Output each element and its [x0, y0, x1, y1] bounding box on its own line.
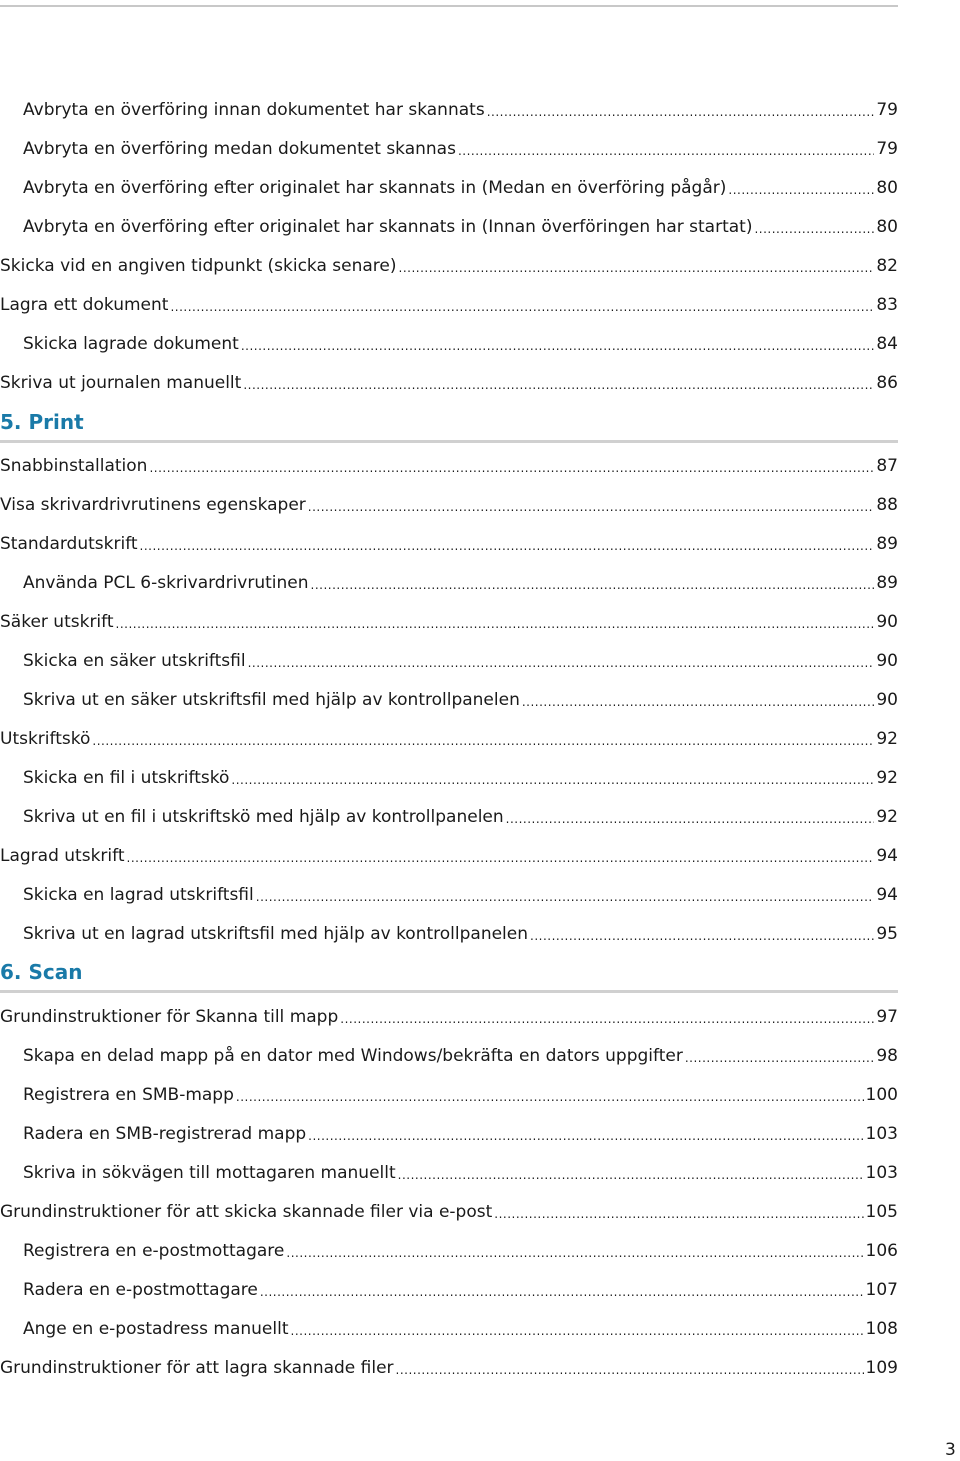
toc-entry-title: Avbryta en överföring innan dokumentet har skannats	[23, 100, 485, 120]
toc-entry-title: Använda PCL 6-skrivardrivrutinen	[23, 573, 309, 593]
toc-entry[interactable]	[0, 646, 898, 676]
toc-entry[interactable]	[0, 1080, 898, 1110]
dot-leader	[256, 881, 875, 912]
toc-entry-page: 84	[876, 334, 898, 354]
toc-entry-page: 100	[865, 1085, 898, 1105]
toc-entry[interactable]	[0, 802, 898, 832]
toc-entry[interactable]	[0, 1314, 898, 1344]
toc-entry-page: 95	[876, 924, 898, 944]
toc-entry[interactable]	[0, 95, 898, 125]
dot-leader	[116, 608, 875, 639]
dot-leader	[754, 213, 874, 244]
toc-entry-page: 79	[876, 100, 898, 120]
toc-entry-title: Radera en e-postmottagare	[23, 1280, 258, 1300]
toc-entry-title: Standardutskrift	[0, 534, 138, 554]
chapter-divider	[0, 990, 898, 993]
top-rule	[0, 5, 898, 7]
toc-entry[interactable]	[0, 1041, 898, 1071]
toc-entry-title: Skicka en säker utskriftsfil	[23, 651, 246, 671]
chapter-heading[interactable]	[0, 407, 898, 443]
toc-entry[interactable]	[0, 841, 898, 871]
dot-leader	[291, 1315, 864, 1346]
dot-leader	[522, 686, 875, 717]
toc-entry-page: 82	[876, 256, 898, 276]
toc-entry[interactable]	[0, 134, 898, 164]
toc-entry[interactable]	[0, 490, 898, 520]
toc-entry[interactable]	[0, 368, 898, 398]
toc-entry-page: 103	[865, 1163, 898, 1183]
toc-entry-title: Skicka en lagrad utskriftsfil	[23, 885, 254, 905]
dot-leader	[487, 96, 875, 127]
toc-entry-page: 98	[876, 1046, 898, 1066]
chapter-title: 5. Print	[0, 410, 84, 434]
dot-leader	[340, 1003, 874, 1034]
dot-leader	[243, 369, 874, 400]
toc-entry-page: 97	[876, 1007, 898, 1027]
toc-entry[interactable]	[0, 1275, 898, 1305]
dot-leader	[530, 920, 874, 951]
dot-leader	[286, 1237, 863, 1268]
dot-leader	[399, 252, 875, 283]
toc-entry-title: Skriva ut journalen manuellt	[0, 373, 242, 393]
toc-entry-title: Grundinstruktioner för Skanna till mapp	[0, 1007, 339, 1027]
dot-leader	[398, 1159, 864, 1190]
toc-entry-title: Avbryta en överföring efter originalet har skannats in (Medan en överföring pågår)	[23, 178, 727, 198]
toc-entry-page: 83	[876, 295, 898, 315]
toc-entry-title: Skicka en fil i utskriftskö	[23, 768, 230, 788]
toc-entry-page: 106	[865, 1241, 898, 1261]
toc-entry[interactable]	[0, 607, 898, 637]
toc-entry-title: Skicka vid en angiven tidpunkt (skicka senare)	[0, 256, 397, 276]
toc-entry[interactable]	[0, 451, 898, 481]
toc-entry-title: Grundinstruktioner för att lagra skannade filer	[0, 1358, 394, 1378]
page-number: 3	[945, 1440, 956, 1460]
dot-leader	[494, 1198, 863, 1229]
toc-entry-page: 94	[876, 846, 898, 866]
toc-entry[interactable]	[0, 1158, 898, 1188]
toc-entry[interactable]	[0, 763, 898, 793]
toc-entry[interactable]	[0, 290, 898, 320]
toc-entry-page: 90	[876, 612, 898, 632]
toc-entry-page: 90	[876, 651, 898, 671]
toc-entry-page: 90	[876, 690, 898, 710]
toc-entry-title: Radera en SMB-registrerad mapp	[23, 1124, 307, 1144]
toc-entry-page: 88	[876, 495, 898, 515]
toc-entry-title: Skriva in sökvägen till mottagaren manuellt	[23, 1163, 396, 1183]
toc-entry[interactable]	[0, 724, 898, 754]
toc-entry[interactable]	[0, 251, 898, 281]
toc-entry-title: Avbryta en överföring efter originalet har skannats in (Innan överföringen har startat)	[23, 217, 753, 237]
toc-entry[interactable]	[0, 1353, 898, 1383]
chapter-title: 6. Scan	[0, 960, 83, 984]
toc-entry-page: 80	[876, 217, 898, 237]
toc-entry-title: Säker utskrift	[0, 612, 114, 632]
toc-entry-page: 89	[876, 534, 898, 554]
toc-entry[interactable]	[0, 1002, 898, 1032]
toc-entry[interactable]	[0, 529, 898, 559]
toc-entry-page: 89	[876, 573, 898, 593]
dot-leader	[149, 452, 874, 483]
toc-entry[interactable]	[0, 1119, 898, 1149]
toc-entry-page: 103	[865, 1124, 898, 1144]
toc-entry-title: Skicka lagrade dokument	[23, 334, 239, 354]
toc-entry-page: 86	[876, 373, 898, 393]
toc-entry-title: Utskriftskö	[0, 729, 91, 749]
toc-entry-title: Skapa en delad mapp på en dator med Windows/bekräfta en dators uppgifter	[23, 1046, 683, 1066]
dot-leader	[241, 330, 875, 361]
dot-leader	[311, 569, 875, 600]
toc-entry-title: Skriva ut en säker utskriftsfil med hjälp av kontrollpanelen	[23, 690, 520, 710]
dot-leader	[170, 291, 874, 322]
toc-entry-page: 109	[865, 1358, 898, 1378]
toc-entry-page: 92	[876, 807, 898, 827]
dot-leader	[260, 1276, 864, 1307]
toc-entry-title: Skriva ut en fil i utskriftskö med hjälp av kontrollpanelen	[23, 807, 504, 827]
dot-leader	[308, 1120, 863, 1151]
toc-entry-page: 92	[876, 768, 898, 788]
dot-leader	[396, 1354, 864, 1385]
toc-entry-page: 105	[865, 1202, 898, 1222]
toc-entry-page: 79	[876, 139, 898, 159]
toc-entry[interactable]	[0, 685, 898, 715]
dot-leader	[685, 1042, 875, 1073]
toc-entry[interactable]	[0, 173, 898, 203]
toc-entry-title: Snabbinstallation	[0, 456, 148, 476]
chapter-divider	[0, 440, 898, 443]
toc-entry-title: Ange en e-postadress manuellt	[23, 1319, 289, 1339]
toc-entry-page: 107	[865, 1280, 898, 1300]
toc-entry-title: Grundinstruktioner för att skicka skannade filer via e-post	[0, 1202, 493, 1222]
dot-leader	[458, 135, 874, 166]
toc-entry-title: Visa skrivardrivrutinens egenskaper	[0, 495, 306, 515]
dot-leader	[308, 491, 875, 522]
toc-entry-title: Registrera en SMB-mapp	[23, 1085, 234, 1105]
toc-entry[interactable]	[0, 1236, 898, 1266]
toc-entry-title: Skriva ut en lagrad utskriftsfil med hjälp av kontrollpanelen	[23, 924, 529, 944]
dot-leader	[248, 647, 875, 678]
toc-entry-title: Registrera en e-postmottagare	[23, 1241, 285, 1261]
dot-leader	[140, 530, 875, 561]
chapter-heading[interactable]	[0, 957, 898, 993]
toc-entry-page: 87	[876, 456, 898, 476]
toc-entry[interactable]	[0, 212, 898, 242]
dot-leader	[236, 1081, 864, 1112]
dot-leader	[127, 842, 875, 873]
toc-entry[interactable]	[0, 919, 898, 949]
toc-entry-title: Lagra ett dokument	[0, 295, 169, 315]
toc-entry[interactable]	[0, 329, 898, 359]
dot-leader	[506, 803, 875, 834]
toc-entry-page: 92	[876, 729, 898, 749]
toc-entry-page: 94	[876, 885, 898, 905]
toc-entry[interactable]	[0, 1197, 898, 1227]
toc-entry-title: Avbryta en överföring medan dokumentet skannas	[23, 139, 456, 159]
toc-entry-page: 80	[876, 178, 898, 198]
toc-entry[interactable]	[0, 568, 898, 598]
dot-leader	[92, 725, 874, 756]
dot-leader	[728, 174, 874, 205]
toc-entry-title: Lagrad utskrift	[0, 846, 125, 866]
toc-entry-page: 108	[865, 1319, 898, 1339]
dot-leader	[231, 764, 874, 795]
toc-entry[interactable]	[0, 880, 898, 910]
